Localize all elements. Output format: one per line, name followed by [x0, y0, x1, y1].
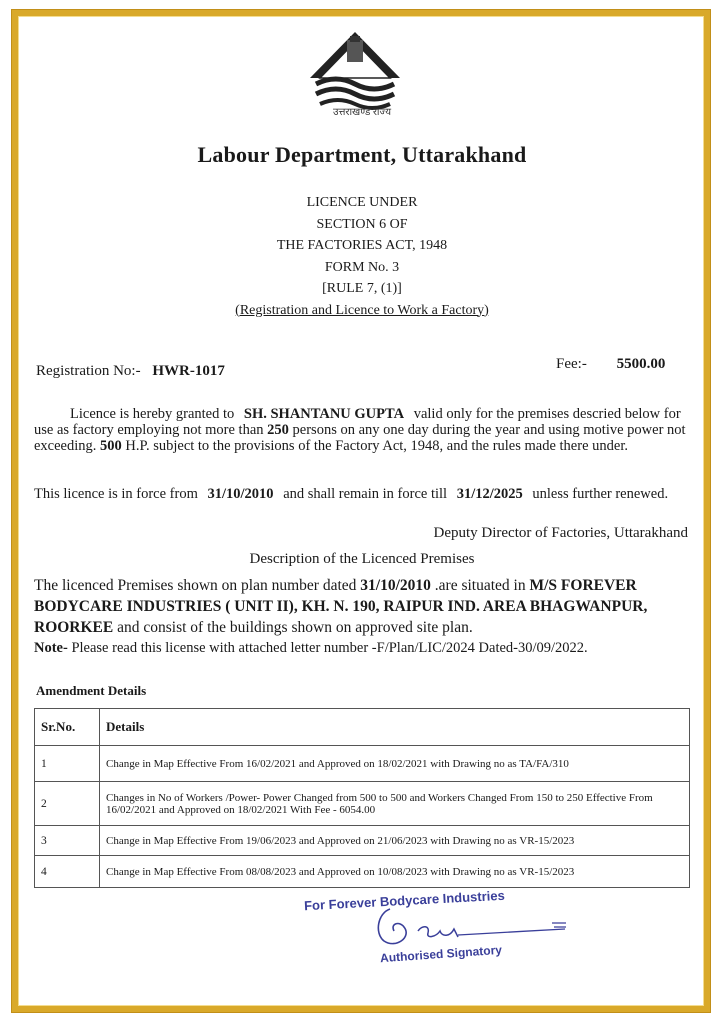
issuing-authority: Deputy Director of Factories, Uttarakhand — [433, 525, 688, 541]
licence-holder: SH. SHANTANU GUPTA — [243, 406, 405, 422]
row-sr: 4 — [35, 856, 100, 888]
licence-grant-paragraph — [34, 406, 690, 454]
motive-power-hp: 500 — [100, 438, 122, 454]
premises-paragraph — [34, 575, 694, 638]
stamp-role: Authorised Signatory — [379, 942, 503, 966]
row-details: Change in Map Effective From 08/08/2023 and Approved on 10/08/2023 with Drawing no as VR-15/2023 — [100, 856, 690, 888]
table-row — [35, 826, 690, 856]
valid-from-date: 31/10/2010 — [207, 486, 274, 502]
premises-heading: Description of the Licenced Premises — [249, 551, 475, 567]
department-title: Labour Department, Uttarakhand — [197, 142, 527, 167]
row-sr: 3 — [35, 826, 100, 856]
form-heading — [0, 192, 724, 321]
registration-label: Registration No:- — [36, 363, 141, 379]
note-label: Note- — [34, 640, 68, 656]
amendment-heading: Amendment Details — [36, 683, 147, 698]
row-details: Changes in No of Workers /Power- Power Changed from 500 to 500 and Workers Changed From 150 to 250 Effective From 16/02/2021 and Approved on 18/02/2021 With Fee - 6054.00 — [100, 782, 690, 826]
grant-text: Licence is hereby granted to — [70, 406, 235, 422]
note-text: Please read this license with attached letter number -F/Plan/LIC/2024 Dated-30/09/2022. — [71, 640, 588, 656]
form-subtitle: (Registration and Licence to Work a Factory) — [235, 302, 489, 318]
fee-value: 5500.00 — [616, 356, 666, 372]
fee-line — [556, 356, 665, 373]
row-sr: 1 — [35, 746, 100, 782]
column-header-sr: Sr.No. — [35, 709, 100, 746]
validity-text: This licence is in force from — [34, 486, 198, 502]
plan-date: 31/10/2010 — [360, 577, 431, 594]
premises-text: and consist of the buildings shown on approved site plan. — [117, 619, 473, 636]
table-row — [35, 782, 690, 826]
logo-caption: उत्तराखण्ड राज्य — [332, 107, 392, 118]
row-details: Change in Map Effective From 16/02/2021 and Approved on 18/02/2021 with Drawing no as TA/FA/310 — [100, 746, 690, 782]
table-header-row — [35, 709, 690, 746]
validity-text: unless further renewed. — [532, 486, 669, 502]
grant-text: persons on any one day during the year and using motive power not exceeding. — [34, 422, 686, 454]
heading-line: [RULE 7, (1)] — [322, 281, 402, 296]
handwritten-signature — [360, 903, 580, 951]
company-stamp — [300, 885, 590, 975]
stamp-company-name: For Forever Bodycare Industries — [303, 887, 506, 914]
heading-line: LICENCE UNDER — [306, 195, 418, 210]
premises-text: The licenced Premises shown on plan number dated — [34, 577, 357, 594]
row-details: Change in Map Effective From 19/06/2023 and Approved on 21/06/2023 with Drawing no as VR-15/2023 — [100, 826, 690, 856]
max-persons: 250 — [267, 422, 289, 438]
validity-text: and shall remain in force till — [283, 486, 448, 502]
fee-label: Fee:- — [556, 356, 587, 372]
heading-line: FORM No. 3 — [324, 259, 400, 275]
heading-line: THE FACTORIES ACT, 1948 — [276, 238, 448, 253]
heading-line: SECTION 6 OF — [316, 216, 408, 232]
note-line — [34, 640, 588, 657]
licence-validity-paragraph — [34, 486, 690, 502]
row-sr: 2 — [35, 782, 100, 826]
grant-text: valid only for the premises descried below for use as factory employing not more than — [34, 406, 681, 438]
premises-text: .are situated in — [434, 577, 526, 594]
premises-address: M/S FOREVER BODYCARE INDUSTRIES ( UNIT II), KH. N. 190, RAIPUR IND. AREA BHAGWANPUR, ROORKEE — [34, 577, 648, 636]
column-header-details: Details — [100, 709, 690, 746]
registration-number: HWR-1017 — [152, 363, 225, 379]
valid-till-date: 31/12/2025 — [456, 486, 523, 502]
table-row — [35, 746, 690, 782]
registration-line — [36, 363, 225, 380]
table-row — [35, 856, 690, 888]
grant-text: H.P. subject to the provisions of the Factory Act, 1948, and the rules made there under. — [125, 438, 628, 454]
amendment-table — [34, 708, 690, 888]
